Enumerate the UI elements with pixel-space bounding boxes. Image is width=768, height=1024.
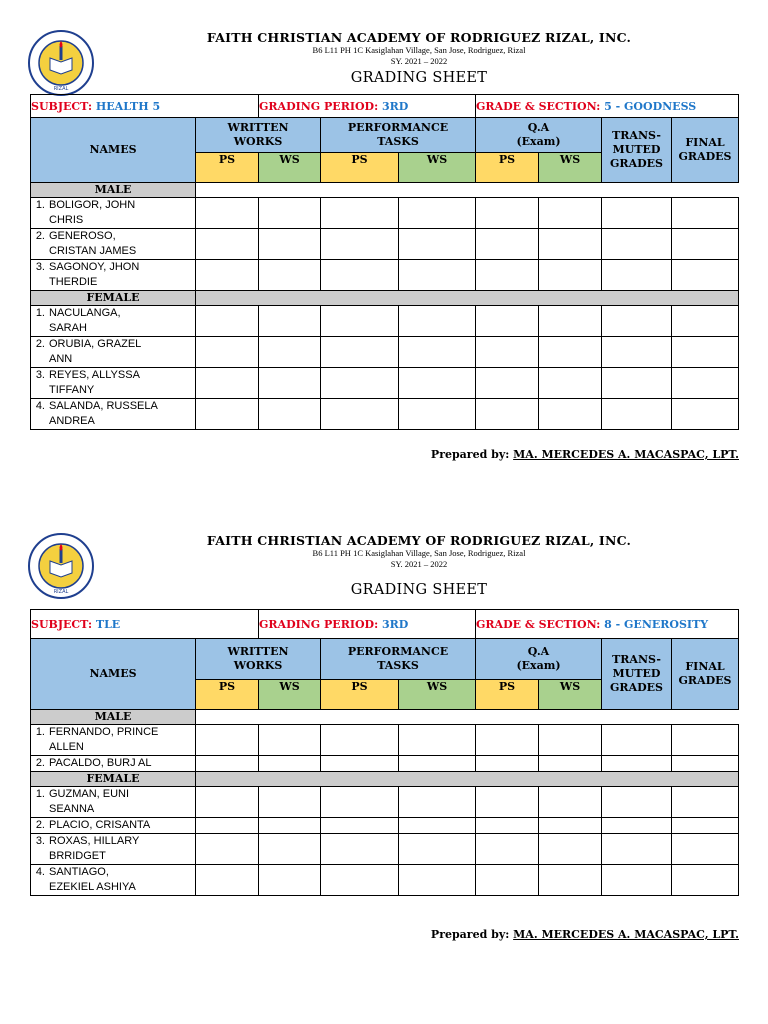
period-cell: GRADING PERIOD: 3RD (259, 610, 476, 639)
names-header: NAMES (31, 639, 196, 710)
student-name: 4. SANTIAGO, EZEKIEL ASHIYA (31, 865, 196, 896)
grade-cell[interactable] (539, 865, 602, 896)
grade-cell[interactable] (196, 229, 259, 260)
student-row (31, 198, 739, 229)
female-label: FEMALE (31, 772, 196, 787)
school-year: SY. 2021 – 2022 (390, 559, 448, 569)
grade-cell[interactable] (672, 834, 739, 865)
student-row (31, 787, 739, 818)
female-group-row (31, 291, 739, 306)
grade-cell[interactable] (321, 725, 399, 756)
grade-cell[interactable] (539, 399, 602, 430)
grade-cell[interactable] (476, 756, 539, 772)
grade-cell[interactable] (321, 306, 399, 337)
subject-cell: SUBJECT: TLE (31, 610, 259, 639)
grade-cell[interactable] (539, 834, 602, 865)
grade-cell[interactable] (539, 260, 602, 291)
grade-cell[interactable] (672, 229, 739, 260)
grade-cell[interactable] (196, 306, 259, 337)
grade-cell[interactable] (602, 368, 672, 399)
grade-cell[interactable] (476, 337, 539, 368)
grade-cell[interactable] (399, 260, 476, 291)
grade-cell[interactable] (399, 865, 476, 896)
student-name: 1. BOLIGOR, JOHN CHRIS (31, 198, 196, 229)
female-rows (31, 306, 739, 430)
grade-cell[interactable] (672, 725, 739, 756)
ws-header: WS (399, 153, 476, 183)
grade-cell[interactable] (476, 818, 539, 834)
student-row (31, 368, 739, 399)
grade-cell[interactable] (476, 834, 539, 865)
student-name: 3. REYES, ALLYSSA TIFFANY (31, 368, 196, 399)
grade-cell[interactable] (196, 368, 259, 399)
ps-header: PS (476, 153, 539, 183)
grade-cell[interactable] (196, 198, 259, 229)
female-group-row (31, 772, 739, 787)
qa-exam-header: Q.A (Exam) (476, 639, 602, 680)
student-row (31, 399, 739, 430)
female-label: FEMALE (31, 291, 196, 306)
grade-section-cell: GRADE & SECTION: 5 - GOODNESS (476, 95, 739, 118)
info-row (31, 610, 739, 639)
grade-cell[interactable] (196, 834, 259, 865)
grading-table (30, 609, 739, 896)
grade-cell[interactable] (321, 756, 399, 772)
grade-cell[interactable] (399, 229, 476, 260)
written-works-header: WRITTEN WORKS (196, 118, 321, 153)
student-name: 2. PACALDO, BURJ AL (31, 756, 196, 772)
grade-cell[interactable] (321, 818, 399, 834)
grade-cell[interactable] (476, 306, 539, 337)
grade-cell[interactable] (196, 260, 259, 291)
grade-cell[interactable] (399, 399, 476, 430)
ps-header: PS (196, 680, 259, 710)
transmuted-grades-header: TRANS- MUTED GRADES (602, 118, 672, 183)
grade-cell[interactable] (602, 756, 672, 772)
grade-cell[interactable] (321, 198, 399, 229)
ps-header: PS (321, 680, 399, 710)
school-address: B6 L11 PH 1C Kasiglahan Village, San Jose, Rodriguez, Rizal (312, 45, 526, 55)
grade-cell[interactable] (602, 337, 672, 368)
grade-cell[interactable] (476, 198, 539, 229)
grade-cell[interactable] (196, 399, 259, 430)
subject-cell: SUBJECT: HEALTH 5 (31, 95, 259, 118)
student-name: 2. PLACIO, CRISANTA (31, 818, 196, 834)
grade-cell[interactable] (196, 756, 259, 772)
ws-header: WS (539, 680, 602, 710)
period-cell: GRADING PERIOD: 3RD (259, 95, 476, 118)
grade-cell[interactable] (399, 368, 476, 399)
grade-cell[interactable] (539, 229, 602, 260)
grade-cell[interactable] (321, 399, 399, 430)
grade-cell[interactable] (259, 229, 321, 260)
grade-cell[interactable] (476, 787, 539, 818)
grade-cell[interactable] (672, 198, 739, 229)
info-row (31, 95, 739, 118)
grade-cell[interactable] (602, 834, 672, 865)
grade-cell[interactable] (259, 865, 321, 896)
male-label: MALE (31, 183, 196, 198)
school-address: B6 L11 PH 1C Kasiglahan Village, San Jose, Rodriguez, Rizal (312, 548, 526, 558)
grade-cell[interactable] (196, 725, 259, 756)
final-grades-header: FINAL GRADES (672, 118, 739, 183)
grade-cell[interactable] (259, 399, 321, 430)
school-name: FAITH CHRISTIAN ACADEMY OF RODRIGUEZ RIZAL, INC. (206, 30, 632, 45)
grade-cell[interactable] (539, 725, 602, 756)
grade-cell[interactable] (259, 368, 321, 399)
grade-cell[interactable] (672, 865, 739, 896)
student-name: 1. FERNANDO, PRINCE ALLEN (31, 725, 196, 756)
period-value: 3RD (382, 617, 409, 631)
grade-cell[interactable] (321, 229, 399, 260)
grade-cell[interactable] (476, 229, 539, 260)
grade-cell[interactable] (321, 787, 399, 818)
grade-cell[interactable] (672, 306, 739, 337)
grade-cell[interactable] (672, 368, 739, 399)
grade-cell[interactable] (602, 260, 672, 291)
grade-cell[interactable] (539, 306, 602, 337)
male-group-row (31, 710, 739, 725)
student-row (31, 725, 739, 756)
grade-cell[interactable] (321, 260, 399, 291)
grade-cell[interactable] (672, 260, 739, 291)
grade-cell[interactable] (539, 818, 602, 834)
grade-cell[interactable] (476, 260, 539, 291)
student-row (31, 818, 739, 834)
grade-cell[interactable] (196, 787, 259, 818)
student-row (31, 865, 739, 896)
grade-section-value: 5 - GOODNESS (604, 99, 697, 113)
ps-header: PS (321, 153, 399, 183)
performance-tasks-header: PERFORMANCE TASKS (321, 118, 476, 153)
grade-cell[interactable] (259, 818, 321, 834)
grade-cell[interactable] (672, 756, 739, 772)
grade-cell[interactable] (259, 260, 321, 291)
student-row (31, 229, 739, 260)
grade-cell[interactable] (672, 787, 739, 818)
grade-cell[interactable] (399, 198, 476, 229)
male-rows (31, 725, 739, 772)
student-name: 1. NACULANGA, SARAH (31, 306, 196, 337)
grade-cell[interactable] (259, 787, 321, 818)
prepared-by: Prepared by: MA. MERCEDES A. MACASPAC, LPT. (430, 448, 739, 461)
grade-cell[interactable] (672, 818, 739, 834)
grade-cell[interactable] (196, 818, 259, 834)
names-header: NAMES (31, 118, 196, 183)
grade-cell[interactable] (399, 834, 476, 865)
grade-cell[interactable] (321, 834, 399, 865)
grade-cell[interactable] (476, 865, 539, 896)
grade-cell[interactable] (399, 756, 476, 772)
grade-cell[interactable] (539, 756, 602, 772)
grade-section-value: 8 - GENEROSITY (604, 617, 709, 631)
subject-value: TLE (95, 617, 121, 631)
grade-cell[interactable] (196, 337, 259, 368)
grade-cell[interactable] (399, 787, 476, 818)
grade-cell[interactable] (476, 725, 539, 756)
grade-cell[interactable] (399, 306, 476, 337)
grade-cell[interactable] (602, 306, 672, 337)
grade-cell[interactable] (399, 337, 476, 368)
grade-cell[interactable] (476, 368, 539, 399)
ws-header: WS (259, 153, 321, 183)
student-row (31, 306, 739, 337)
student-name: 4. SALANDA, RUSSELA ANDREA (31, 399, 196, 430)
sheet-title: GRADING SHEET (350, 70, 488, 86)
female-rows (31, 787, 739, 896)
grade-cell[interactable] (602, 198, 672, 229)
grade-cell[interactable] (259, 756, 321, 772)
ws-header: WS (399, 680, 476, 710)
student-name: 1. GUZMAN, EUNI SEANNA (31, 787, 196, 818)
grade-cell[interactable] (602, 229, 672, 260)
grade-cell[interactable] (259, 725, 321, 756)
student-row (31, 260, 739, 291)
grade-cell[interactable] (259, 198, 321, 229)
teacher-name: MA. MERCEDES A. MACASPAC, LPT. (513, 928, 739, 941)
male-group-row (31, 183, 739, 198)
grade-cell[interactable] (399, 725, 476, 756)
qa-exam-header: Q.A (Exam) (476, 118, 602, 153)
svg-text:RIZAL: RIZAL (53, 86, 69, 92)
grade-cell[interactable] (321, 865, 399, 896)
grade-cell[interactable] (399, 818, 476, 834)
ps-header: PS (196, 153, 259, 183)
grade-cell[interactable] (539, 368, 602, 399)
written-works-header: WRITTEN WORKS (196, 639, 321, 680)
student-name: 3. ROXAS, HILLARY BRRIDGET (31, 834, 196, 865)
grade-cell[interactable] (672, 337, 739, 368)
grade-cell[interactable] (321, 368, 399, 399)
grade-cell[interactable] (539, 198, 602, 229)
ws-header: WS (539, 153, 602, 183)
grade-cell[interactable] (259, 306, 321, 337)
svg-text:RIZAL: RIZAL (53, 589, 69, 595)
grade-cell[interactable] (602, 399, 672, 430)
student-row (31, 337, 739, 368)
male-rows (31, 198, 739, 291)
grade-cell[interactable] (602, 725, 672, 756)
period-value: 3RD (382, 99, 409, 113)
grade-cell[interactable] (602, 865, 672, 896)
grade-cell[interactable] (602, 787, 672, 818)
grade-cell[interactable] (672, 399, 739, 430)
ps-header: PS (476, 680, 539, 710)
student-name: 2. GENEROSO, CRISTAN JAMES (31, 229, 196, 260)
ws-header: WS (259, 680, 321, 710)
school-year: SY. 2021 – 2022 (390, 56, 448, 66)
student-row (31, 834, 739, 865)
student-name: 2. ORUBIA, GRAZEL ANN (31, 337, 196, 368)
grading-table (30, 94, 739, 430)
male-label: MALE (31, 710, 196, 725)
student-row (31, 756, 739, 772)
student-name: 3. SAGONOY, JHON THERDIE (31, 260, 196, 291)
grade-cell[interactable] (602, 818, 672, 834)
grade-cell[interactable] (259, 337, 321, 368)
grade-cell[interactable] (539, 337, 602, 368)
transmuted-grades-header: TRANS- MUTED GRADES (602, 639, 672, 710)
grade-cell[interactable] (259, 834, 321, 865)
grade-cell[interactable] (539, 787, 602, 818)
grade-cell[interactable] (196, 865, 259, 896)
final-grades-header: FINAL GRADES (672, 639, 739, 710)
performance-tasks-header: PERFORMANCE TASKS (321, 639, 476, 680)
subject-value: HEALTH 5 (95, 99, 161, 113)
prepared-by: Prepared by: MA. MERCEDES A. MACASPAC, LPT. (430, 928, 739, 941)
school-name: FAITH CHRISTIAN ACADEMY OF RODRIGUEZ RIZAL, INC. (206, 533, 632, 548)
sheet-title: GRADING SHEET (350, 582, 488, 598)
teacher-name: MA. MERCEDES A. MACASPAC, LPT. (513, 448, 739, 461)
grade-section-cell: GRADE & SECTION: 8 - GENEROSITY (476, 610, 739, 639)
grade-cell[interactable] (321, 337, 399, 368)
grade-cell[interactable] (476, 399, 539, 430)
